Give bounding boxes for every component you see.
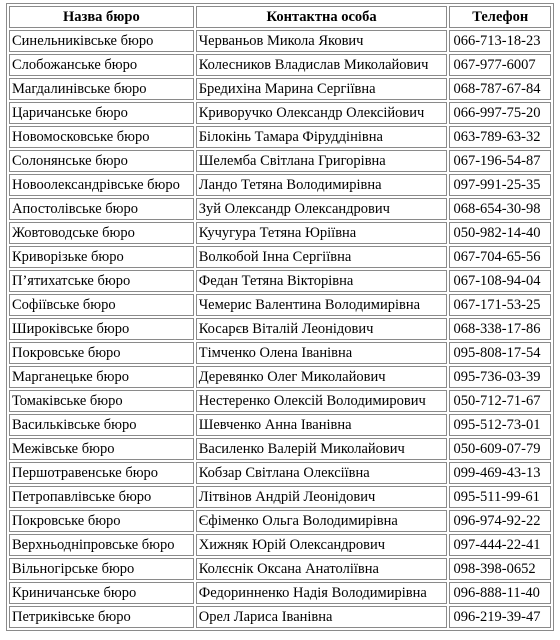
header-phone: Телефон [449, 6, 551, 28]
contact-person-cell: Тімченко Олена Іванівна [196, 342, 448, 364]
contact-person-cell: Колєснік Оксана Анатоліївна [196, 558, 448, 580]
table-row [9, 54, 551, 76]
phone-cell: 068-654-30-98 [449, 198, 551, 220]
table-row [9, 366, 551, 388]
table-row [9, 462, 551, 484]
contact-person-cell: Колесников Владислав Миколайович [196, 54, 448, 76]
contact-person-cell: Волкобой Інна Сергіївна [196, 246, 448, 268]
contact-person-cell: Нестеренко Олексій Володимирович [196, 390, 448, 412]
phone-cell: 096-888-11-40 [449, 582, 551, 604]
contact-person-cell: Василенко Валерій Миколайович [196, 438, 448, 460]
contact-person-cell: Шевченко Анна Іванівна [196, 414, 448, 436]
table-row [9, 246, 551, 268]
table-row [9, 30, 551, 52]
bureau-name-cell: Васильківське бюро [9, 414, 194, 436]
table-row [9, 102, 551, 124]
header-contact-person: Контактна особа [196, 6, 448, 28]
bureau-name-cell: Вільногірське бюро [9, 558, 194, 580]
table-row [9, 126, 551, 148]
phone-cell: 099-469-43-13 [449, 462, 551, 484]
header-bureau-name: Назва бюро [9, 6, 194, 28]
contact-person-cell: Деревянко Олег Миколайович [196, 366, 448, 388]
bureau-name-cell: Синельниківське бюро [9, 30, 194, 52]
bureau-name-cell: Магдалинівське бюро [9, 78, 194, 100]
table-row [9, 318, 551, 340]
bureau-name-cell: Криничанське бюро [9, 582, 194, 604]
bureau-name-cell: Петропавлівське бюро [9, 486, 194, 508]
contacts-table-container [6, 3, 554, 636]
contact-person-cell: Ландо Тетяна Володимирівна [196, 174, 448, 196]
bureau-name-cell: Солонянське бюро [9, 150, 194, 172]
contact-person-cell: Єфіменко Ольга Володимирівна [196, 510, 448, 532]
phone-cell: 067-171-53-25 [449, 294, 551, 316]
bureau-name-cell: Царичанське бюро [9, 102, 194, 124]
phone-cell: 068-787-67-84 [449, 78, 551, 100]
contact-person-cell: Зуй Олександр Олександрович [196, 198, 448, 220]
bureau-name-cell: Петриківське бюро [9, 606, 194, 628]
contact-person-cell: Кучугура Тетяна Юріївна [196, 222, 448, 244]
phone-cell: 067-977-6007 [449, 54, 551, 76]
bureau-name-cell: Новоолександрівське бюро [9, 174, 194, 196]
contact-person-cell: Федоринненко Надія Володимирівна [196, 582, 448, 604]
phone-cell: 050-982-14-40 [449, 222, 551, 244]
bureau-name-cell: Першотравенське бюро [9, 462, 194, 484]
bureau-name-cell: Криворізьке бюро [9, 246, 194, 268]
table-header-row [9, 6, 551, 28]
contact-person-cell: Орел Лариса Іванівна [196, 606, 448, 628]
bureau-name-cell: Марганецьке бюро [9, 366, 194, 388]
bureau-name-cell: П’ятихатське бюро [9, 270, 194, 292]
table-row [9, 150, 551, 172]
phone-cell: 068-338-17-86 [449, 318, 551, 340]
phone-cell: 067-196-54-87 [449, 150, 551, 172]
bureau-contacts-table [6, 3, 554, 631]
contact-person-cell: Бредихіна Марина Сергіївна [196, 78, 448, 100]
contact-person-cell: Білокінь Тамара Фіруддінівна [196, 126, 448, 148]
table-row [9, 390, 551, 412]
phone-cell: 050-712-71-67 [449, 390, 551, 412]
table-row [9, 606, 551, 628]
phone-cell: 067-704-65-56 [449, 246, 551, 268]
phone-cell: 095-736-03-39 [449, 366, 551, 388]
bureau-name-cell: Жовтоводське бюро [9, 222, 194, 244]
phone-cell: 066-997-75-20 [449, 102, 551, 124]
bureau-name-cell: Межівське бюро [9, 438, 194, 460]
contact-person-cell: Черваньов Микола Якович [196, 30, 448, 52]
phone-cell: 063-789-63-32 [449, 126, 551, 148]
table-row [9, 414, 551, 436]
table-row [9, 534, 551, 556]
bureau-name-cell: Софіївське бюро [9, 294, 194, 316]
phone-cell: 097-444-22-41 [449, 534, 551, 556]
bureau-name-cell: Верхньодніпровське бюро [9, 534, 194, 556]
phone-cell: 096-219-39-47 [449, 606, 551, 628]
table-row [9, 438, 551, 460]
table-row [9, 222, 551, 244]
table-row [9, 558, 551, 580]
bureau-name-cell: Новомосковське бюро [9, 126, 194, 148]
phone-cell: 095-511-99-61 [449, 486, 551, 508]
contact-person-cell: Чемерис Валентина Володимирівна [196, 294, 448, 316]
contact-person-cell: Хижняк Юрій Олександрович [196, 534, 448, 556]
table-row [9, 486, 551, 508]
phone-cell: 095-512-73-01 [449, 414, 551, 436]
contact-person-cell: Косарєв Віталій Леонідович [196, 318, 448, 340]
table-row [9, 582, 551, 604]
bureau-name-cell: Широківське бюро [9, 318, 194, 340]
phone-cell: 066-713-18-23 [449, 30, 551, 52]
phone-cell: 098-398-0652 [449, 558, 551, 580]
table-row [9, 270, 551, 292]
phone-cell: 067-108-94-04 [449, 270, 551, 292]
phone-cell: 095-808-17-54 [449, 342, 551, 364]
contact-person-cell: Криворучко Олександр Олексійович [196, 102, 448, 124]
bureau-name-cell: Томаківське бюро [9, 390, 194, 412]
contact-person-cell: Федан Тетяна Вікторівна [196, 270, 448, 292]
table-row [9, 510, 551, 532]
phone-cell: 096-974-92-22 [449, 510, 551, 532]
phone-cell: 050-609-07-79 [449, 438, 551, 460]
contact-person-cell: Літвінов Андрій Леонідович [196, 486, 448, 508]
bureau-name-cell: Покровське бюро [9, 510, 194, 532]
phone-cell: 097-991-25-35 [449, 174, 551, 196]
contact-person-cell: Шелемба Світлана Григорівна [196, 150, 448, 172]
bureau-name-cell: Покровське бюро [9, 342, 194, 364]
table-row [9, 294, 551, 316]
bureau-name-cell: Апостолівське бюро [9, 198, 194, 220]
table-row [9, 174, 551, 196]
table-row [9, 78, 551, 100]
bureau-name-cell: Слобожанське бюро [9, 54, 194, 76]
table-row [9, 198, 551, 220]
table-row [9, 342, 551, 364]
table-body [9, 30, 551, 628]
contact-person-cell: Кобзар Світлана Олексіївна [196, 462, 448, 484]
